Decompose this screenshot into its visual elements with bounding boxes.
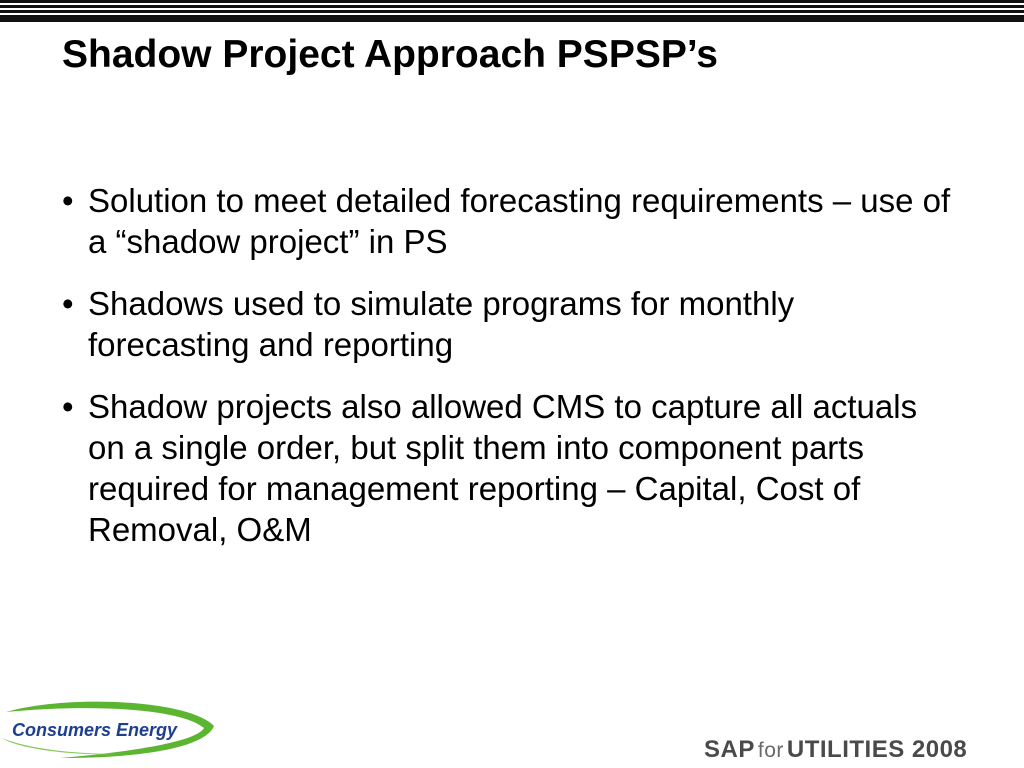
- bullet-list: [62, 180, 962, 571]
- bullet-item: [62, 283, 962, 365]
- bullet-marker: •: [62, 285, 74, 322]
- consumers-energy-logo: [0, 698, 222, 760]
- bullet-marker: •: [62, 388, 74, 425]
- bullet-text: Shadow projects also allowed CMS to capture all actuals on a single order, but split them into component parts required for management reporting – Capital, Cost of Removal, O&M: [88, 388, 918, 548]
- bullet-item: [62, 386, 962, 550]
- logo-for-text: for: [757, 739, 784, 762]
- swoosh-shape: [2, 738, 120, 754]
- header-stripes: [0, 0, 1024, 22]
- slide-title: Shadow Project Approach PSPSP’s: [62, 33, 718, 76]
- logo-sap-text: SAP: [704, 736, 755, 763]
- logo-wordmark: Consumers Energy: [12, 720, 178, 740]
- bullet-text: Solution to meet detailed forecasting requirements – use of a “shadow project” in PS: [88, 182, 951, 260]
- logo-utilities-text: UTILITIES 2008: [786, 736, 968, 763]
- bullet-marker: •: [62, 182, 74, 219]
- bullet-item: [62, 180, 962, 262]
- bullet-text: Shadows used to simulate programs for monthly forecasting and reporting: [88, 285, 795, 363]
- sap-for-utilities-logo: [704, 736, 1010, 764]
